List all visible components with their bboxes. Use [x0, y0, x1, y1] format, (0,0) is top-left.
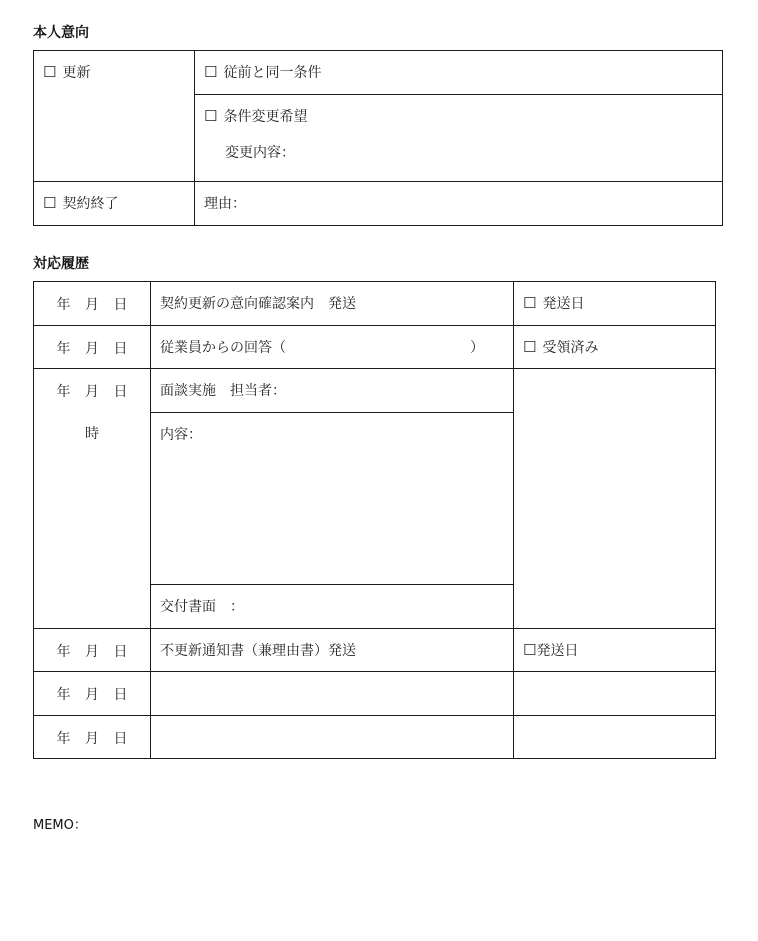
change-request-cell	[195, 95, 723, 182]
memo-label: MEMO：	[33, 818, 87, 833]
history-date-2: 年 月 日	[34, 326, 151, 369]
same-conditions-label: 従前と同一条件	[223, 65, 322, 81]
history-content-1	[151, 282, 514, 326]
reason-label: 理由：	[204, 196, 246, 212]
reason-cell	[195, 182, 723, 226]
history-status-2	[514, 326, 716, 369]
intent-section-title: 本人意向	[33, 25, 89, 41]
history-date-3: 年 月 日 時	[34, 369, 151, 629]
renew-cell	[34, 51, 195, 182]
same-conditions-checkbox[interactable]: ☐	[204, 63, 218, 81]
notice-sent-checkbox[interactable]: ☐	[523, 641, 537, 659]
sent-date-label: 発送日	[542, 296, 585, 312]
renew-checkbox[interactable]: ☐	[43, 63, 57, 81]
history-status-3	[514, 369, 716, 629]
history-content-5	[151, 672, 514, 716]
renew-label: 更新	[62, 65, 91, 81]
sent-date-checkbox[interactable]: ☐	[523, 294, 537, 312]
history-status-4	[514, 629, 716, 672]
notice-sent-label: 発送日	[536, 643, 579, 659]
history-date-1: 年 月 日	[34, 282, 151, 326]
terminate-label: 契約終了	[62, 196, 119, 212]
change-request-checkbox[interactable]: ☐	[204, 107, 218, 125]
terminate-cell	[34, 182, 195, 226]
terminate-checkbox[interactable]: ☐	[43, 194, 57, 212]
time-label: 時	[85, 426, 99, 442]
history-status-5	[514, 672, 716, 716]
history-status-6	[514, 716, 716, 759]
document-label: 交付書面 ：	[160, 599, 244, 615]
employee-response-close: ）	[470, 340, 484, 356]
received-checkbox[interactable]: ☐	[523, 338, 537, 356]
employee-response-label: 従業員からの回答（	[160, 340, 286, 356]
change-content-label: 変更内容：	[225, 145, 295, 161]
history-date-5: 年 月 日	[34, 672, 151, 716]
document-cell	[151, 585, 514, 629]
guidance-sent-label: 契約更新の意向確認案内 発送	[160, 296, 356, 312]
history-date-4: 年 月 日	[34, 629, 151, 672]
history-date-6: 年 月 日	[34, 716, 151, 759]
interview-details-label: 内容：	[160, 427, 202, 443]
history-section-title: 対応履歴	[33, 256, 89, 272]
intent-table	[33, 50, 723, 226]
non-renewal-notice-label: 不更新通知書（兼理由書）発送	[160, 643, 356, 659]
history-content-4	[151, 629, 514, 672]
received-label: 受領済み	[542, 340, 599, 356]
interview-cell	[151, 369, 514, 413]
history-content-6	[151, 716, 514, 759]
same-conditions-cell	[195, 51, 723, 95]
interview-label: 面談実施 担当者：	[160, 383, 286, 399]
history-table	[33, 281, 716, 759]
history-content-2	[151, 326, 514, 369]
change-request-label: 条件変更希望	[223, 109, 308, 125]
interview-details-cell	[151, 413, 514, 585]
history-status-1	[514, 282, 716, 326]
